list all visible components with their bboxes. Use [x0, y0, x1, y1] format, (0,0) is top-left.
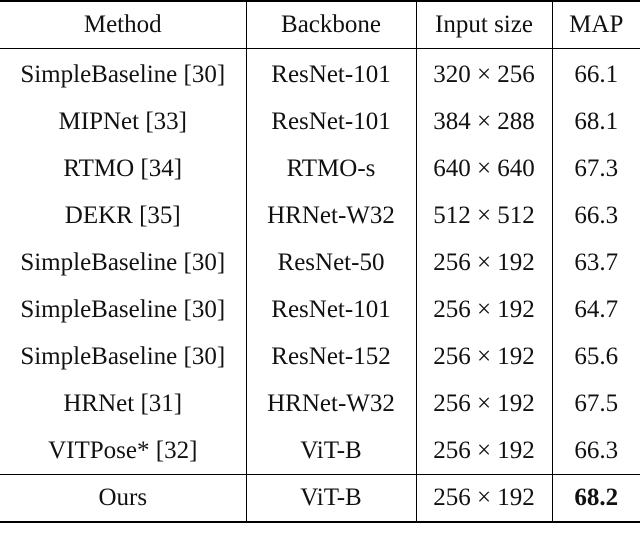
cell-input-size: 512 × 512	[416, 192, 552, 239]
cell-input-size: 256 × 192	[416, 380, 552, 427]
cell-map: 68.1	[574, 107, 619, 135]
cell-backbone: HRNet-W32	[246, 380, 416, 427]
header-method: Method	[0, 1, 246, 49]
cell-backbone: ViT-B	[246, 427, 416, 475]
cell-method: VITPose* [32]	[0, 427, 246, 475]
table-row	[0, 98, 640, 145]
header-input-size: Input size	[416, 1, 552, 49]
cell-backbone: ResNet-152	[246, 333, 416, 380]
table-row	[0, 49, 640, 99]
cell-map-ours-best: 68.2	[552, 475, 640, 523]
header-backbone: Backbone	[246, 1, 416, 49]
table-row	[0, 145, 640, 192]
table-row	[0, 192, 640, 239]
cell-map: 64.7	[574, 295, 619, 323]
table-row	[0, 286, 640, 333]
cell-backbone: ResNet-101	[246, 286, 416, 333]
cell-input-size: 256 × 192	[416, 239, 552, 286]
cell-input-size-ours: 256 × 192	[416, 475, 552, 523]
cell-method: RTMO [34]	[0, 145, 246, 192]
cell-map: 66.3	[574, 201, 619, 229]
cell-method: SimpleBaseline [30]	[0, 286, 246, 333]
cell-map: 66.3	[552, 427, 640, 475]
cell-input-size: 256 × 192	[416, 333, 552, 380]
cell-method: MIPNet [33]	[0, 98, 246, 145]
cell-method-ours: Ours	[0, 475, 246, 523]
cell-backbone: ResNet-101	[246, 98, 416, 145]
cell-backbone: ResNet-101	[246, 49, 416, 99]
cell-input-size: 256 × 192	[416, 286, 552, 333]
cell-input-size: 640 × 640	[416, 145, 552, 192]
cell-method: SimpleBaseline [30]	[0, 49, 246, 99]
cell-method: DEKR [35]	[0, 192, 246, 239]
table-row	[0, 380, 640, 427]
table-row	[0, 239, 640, 286]
cell-method: HRNet [31]	[0, 380, 246, 427]
cell-map: 66.1	[574, 60, 619, 88]
table-header-row	[0, 1, 640, 49]
header-map: MAP	[552, 1, 640, 49]
table-row-ours	[0, 475, 640, 523]
cell-input-size: 256 × 192	[416, 427, 552, 475]
cell-map: 67.3	[574, 154, 619, 182]
cell-input-size: 320 × 256	[416, 49, 552, 99]
cell-backbone: ResNet-50	[246, 239, 416, 286]
cell-backbone-ours: ViT-B	[246, 475, 416, 523]
cell-backbone: RTMO-s	[246, 145, 416, 192]
cell-input-size: 384 × 288	[416, 98, 552, 145]
table-row	[0, 427, 640, 475]
cell-map: 67.5	[574, 389, 619, 417]
table-row	[0, 333, 640, 380]
cell-method: SimpleBaseline [30]	[0, 239, 246, 286]
cell-backbone: HRNet-W32	[246, 192, 416, 239]
cell-map: 65.6	[574, 342, 619, 370]
cell-method: SimpleBaseline [30]	[0, 333, 246, 380]
cell-map: 63.7	[574, 248, 619, 276]
